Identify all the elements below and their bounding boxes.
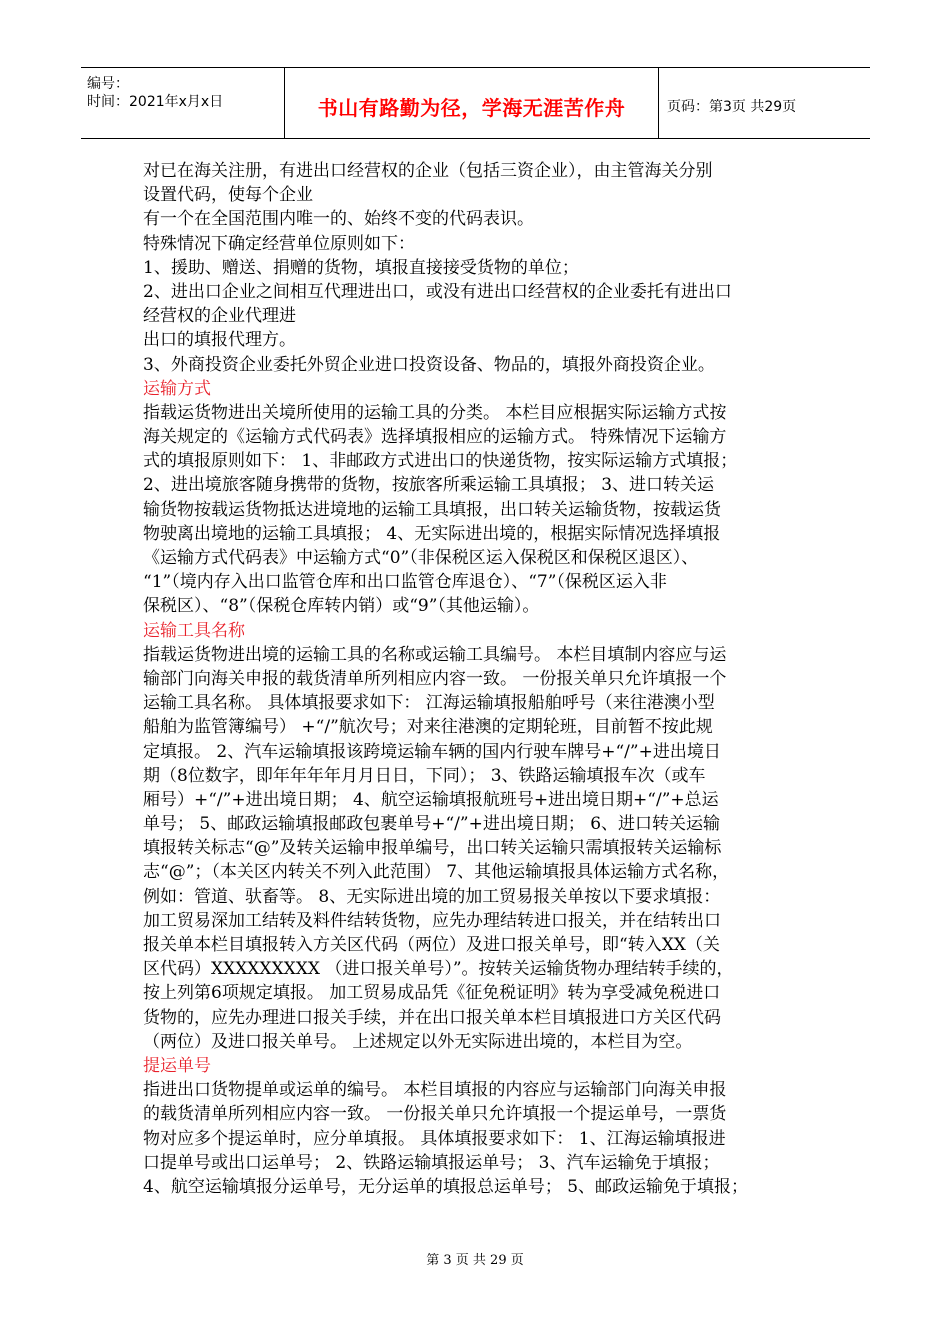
body-text-line: 《运输方式代码表》中运输方式“0”（非保税区运入保税区和保税区退区）、: [143, 548, 699, 568]
body-text-line: 4、航空运输填报分运单号，无分运单的填报总运单号； 5、邮政运输免于填报；: [143, 1176, 749, 1197]
section-heading: 运输工具名称: [143, 620, 245, 641]
body-text-line: 区代码）XXXXXXXXX （进口报关单号）”。按转关运输货物办理结转手续的，: [143, 959, 734, 980]
body-text-line: 3、外商投资企业委托外贸企业进口投资设备、物品的，填报外商投资企业。: [143, 354, 715, 375]
body-text-line: 期（8位数字，即年年年年月月日日，下同）； 3、铁路运输填报车次（或车: [143, 765, 706, 786]
body-text-line: 2、进出口企业之间相互代理进出口，或没有进出口经营权的企业委托有进出口: [143, 281, 732, 302]
body-text-line: 货物的，应先办理进口报关手续，并在出口报关单本栏目填报进口方关区代码: [143, 1007, 721, 1028]
body-text-line: 填报转关标志“@”及转关运输申报单编号，出口转关运输只需填报转关运输标: [143, 838, 722, 859]
page-footer: 第 3 页 共 29 页: [426, 1253, 524, 1268]
body-text-line: 式的填报原则如下： 1、非邮政方式进出口的快递货物，按实际运输方式填报；: [143, 451, 738, 472]
body-text-line: 口提单号或出口运单号； 2、铁路运输填报运单号； 3、汽车运输免于填报；: [143, 1152, 720, 1173]
body-text-line: 2、进出境旅客随身携带的货物，按旅客所乘运输工具填报； 3、进口转关运: [143, 475, 715, 496]
body-text-line: 海关规定的《运输方式代码表》选择填报相应的运输方式。 特殊情况下运输方: [143, 427, 727, 448]
body-text-line: 按上列第6项规定填报。 加工贸易成品凭《征免税证明》转为享受减免税进口: [143, 983, 721, 1004]
body-text-line: 定填报。 2、汽车运输填报该跨境运输车辆的国内行驶车牌号+“/”+进出境日: [143, 741, 721, 762]
body-text-line: 保税区）、“8”（保税仓库转内销）或“9”（其他运输）。: [143, 596, 540, 617]
body-text-line: 输部门向海关申报的载货清单所列相应内容一致。 一份报关单只允许填报一个: [143, 668, 727, 689]
body-text-line: 特殊情况下确定经营单位原则如下：: [143, 233, 415, 254]
body-text-line: 报关单本栏目填报转入方关区代码（两位）及进口报关单号，即“转入XX（关: [143, 935, 720, 955]
body-text-line: 物对应多个提运单时，应分单填报。 具体填报要求如下： 1、江海运输填报进: [143, 1128, 726, 1149]
header-meta: [81, 68, 285, 138]
section-heading: 提运单号: [143, 1055, 211, 1076]
body-text-line: 输货物按载运货物抵达进境地的运输工具填报，出口转关运输货物，按载运货: [143, 499, 721, 520]
body-text-line: 船舶为监管簿编号） +“/”航次号；对来往港澳的定期轮班，目前暂不按此规: [143, 717, 713, 738]
body-text-line: 运输工具名称。 具体填报要求如下： 江海运输填报船舶呼号（来往港澳小型: [143, 693, 715, 714]
header-page-cell: [659, 68, 870, 138]
header-motto: 书山有路勤为径，学海无涯苦作舟: [317, 96, 626, 120]
body-text-line: 物驶离出境地的运输工具填报； 4、无实际进出境的，根据实际情况选择填报: [143, 523, 721, 544]
section-heading: 运输方式: [143, 378, 211, 399]
header-page-info: 页码：第3页 共29页: [667, 99, 797, 115]
page-header: [81, 67, 870, 139]
document-body: [143, 159, 815, 1199]
body-text-line: 志“@”；（本关区内转关不列入此范围） 7、其他运输填报具体运输方式名称，: [143, 862, 730, 883]
body-text-line: 的载货清单所列相应内容一致。 一份报关单只允许填报一个提运单号，一票货: [143, 1104, 727, 1125]
document-number-label: 编号：: [87, 76, 129, 92]
document-time-label: 时间：2021年x月x日: [87, 94, 224, 110]
body-text-line: 单号； 5、邮政运输填报邮政包裹单号+“/”+进出境日期； 6、进口转关运输: [143, 814, 721, 835]
body-text-line: 指进出口货物提单或运单的编号。 本栏目填报的内容应与运输部门向海关申报: [143, 1080, 727, 1101]
body-text-line: 经营权的企业代理进: [143, 306, 296, 327]
body-text-line: 加工贸易深加工结转及料件结转货物，应先办理结转进口报关，并在结转出口: [143, 910, 721, 931]
body-text-line: “1”（境内存入出口监管仓库和出口监管仓库退仓）、“7”（保税区运入非: [143, 572, 667, 593]
body-text-line: 对已在海关注册，有进出口经营权的企业（包括三资企业），由主管海关分别: [143, 161, 713, 181]
header-motto-cell: [285, 68, 659, 138]
body-text-line: 设置代码，使每个企业: [143, 185, 313, 206]
body-text-line: 出口的填报代理方。: [143, 330, 296, 351]
body-text-line: 厢号）+“/”+进出境日期； 4、航空运输填报航班号+进出境日期+“/”+总运: [143, 789, 719, 810]
body-text-line: 指载运货物进出境的运输工具的名称或运输工具编号。 本栏目填制内容应与运: [143, 644, 727, 665]
body-text-line: 有一个在全国范围内唯一的、始终不变的代码表识。: [143, 209, 534, 230]
body-text-line: 指载运货物进出关境所使用的运输工具的分类。 本栏目应根据实际运输方式按: [143, 402, 727, 423]
body-text-line: 例如：管道、驮畜等。 8、无实际进出境的加工贸易报关单按以下要求填报：: [143, 886, 721, 907]
body-text-line: （两位）及进口报关单号。 上述规定以外无实际进出境的，本栏目为空。: [143, 1031, 693, 1052]
body-text-line: 1、援助、赠送、捐赠的货物，填报直接接受货物的单位；: [143, 257, 579, 278]
